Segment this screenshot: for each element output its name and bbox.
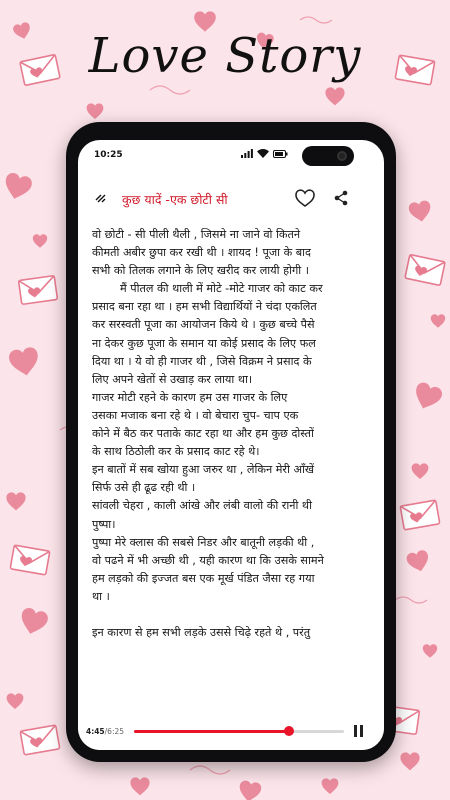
story-line [92, 606, 372, 624]
story-line: प्रसाद बना रहा था । हम सभी विद्यार्थियों ने चंदा एकलित [92, 300, 317, 314]
pause-button[interactable] [354, 725, 364, 737]
status-bar [78, 140, 384, 170]
status-icons [241, 149, 288, 158]
story-line: सिर्फ उसे ही ढूढ रही थी । [92, 481, 196, 495]
progress-thumb[interactable] [284, 726, 294, 736]
audio-player [78, 716, 384, 750]
story-line: हम लड़को की इज्जत बस एक मूर्ख पंडित जैसा रह गया [92, 571, 315, 585]
story-line: कर सरस्वती पूजा का आयोजन किये थे । कुछ बच्चे पैसे [92, 318, 315, 332]
story-line: गाजर मोटी रहने के कारण हम उस गाजर के लिए [92, 390, 288, 404]
player-time [86, 727, 124, 736]
camera-notch [302, 146, 354, 166]
total-time: /6:25 [104, 727, 125, 736]
story-line: ना देकर कुछ पूजा के समान या कोई प्रसाद के लिए फल [92, 336, 316, 350]
reader-toolbar [78, 184, 384, 214]
story-line: सांवली चेहरा , काली आंखे और लंबी वालो की रानी थी [92, 499, 312, 513]
share-icon[interactable] [333, 190, 349, 206]
story-line: कोने में बैठ कर पताके काट रहा था और हम कुछ दोस्तों [92, 427, 314, 441]
progress-track[interactable] [134, 730, 344, 733]
story-line: कीमती अबीर छुपा कर रखी थी । शायद ! पूजा के बाद [92, 246, 311, 260]
story-line: सभी को तिलक लगाने के लिए खरीद कर लायी होगी । [92, 264, 309, 278]
app-title: Love Story [88, 28, 362, 84]
signal-icon [241, 149, 253, 158]
story-line: था । [92, 589, 110, 603]
story-line: पुष्पा। [92, 517, 116, 531]
story-line: पुष्पा मेरे क्लास की सबसे निडर और बातूनी लड़की थी , [92, 535, 315, 549]
heart-outline-icon[interactable] [294, 188, 316, 208]
story-line: लिए अपने खेतों से उखाड़ कर लाया था। [92, 372, 253, 386]
camera-lens-icon [337, 151, 347, 161]
status-time: 10:25 [94, 150, 123, 160]
story-line: वो पढने में भी अच्छी थी , यही कारण था कि उसके सामने [92, 553, 324, 567]
progress-fill [134, 730, 289, 733]
story-line: इन बातों में सब खोया हुआ जरुर था , लेकिन मेरी आँखें [92, 463, 315, 477]
story-line: दिया था । ये वो ही गाजर थी , जिसे विक्रम ने प्रसाद के [92, 354, 312, 368]
story-line: उसका मजाक बना रहे थे । वो बेचारा चुप- चाप एक [92, 408, 299, 422]
story-line: इन कारण से हम सभी लड़के उससे चिढ़े रहते थे , परंतु [92, 626, 311, 640]
story-line: मैं पीतल की थाली में मोटे -मोटे गाजर को काट कर [120, 282, 323, 296]
story-line: वो छोटी - सी पीली थैली , जिसमे ना जाने वो कितने [92, 228, 301, 241]
menu-lines-icon[interactable] [94, 192, 108, 204]
story-title: कुछ यादें -एक छोटी सी [122, 192, 228, 207]
phone-screen [78, 140, 384, 750]
wifi-icon [257, 149, 269, 158]
battery-icon [273, 150, 288, 158]
story-text [92, 226, 372, 702]
pause-icon [354, 725, 357, 737]
story-line: के साथ ठिठोली कर के प्रसाद काट रहे थे। [92, 445, 260, 459]
elapsed-time: 4:45 [86, 727, 105, 736]
